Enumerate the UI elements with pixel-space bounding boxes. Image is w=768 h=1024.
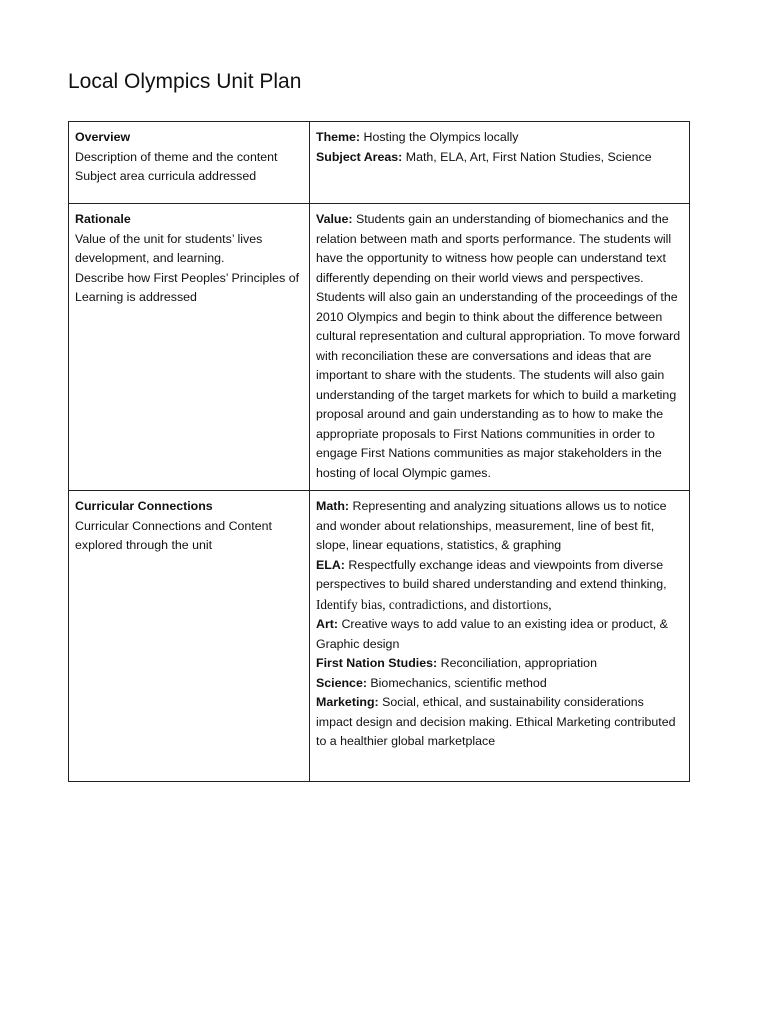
rationale-line-2: Describe how First Peoples’ Principles of Learning is addressed bbox=[75, 270, 300, 304]
curricular-line-1: Curricular Connections and Content explored through the unit bbox=[75, 518, 272, 552]
rationale-line-1: Value of the unit for students’ lives development, and learning. bbox=[75, 231, 263, 265]
table-row-curricular-connections bbox=[69, 491, 690, 782]
table-row-rationale bbox=[69, 204, 690, 491]
math-entry bbox=[316, 497, 683, 556]
unit-plan-table bbox=[68, 121, 690, 782]
art-entry bbox=[316, 615, 683, 654]
math-label: Math: bbox=[316, 499, 350, 513]
rationale-heading: Rationale bbox=[75, 212, 131, 226]
science-entry bbox=[316, 674, 683, 694]
overview-heading: Overview bbox=[75, 130, 131, 144]
math-value: Representing and analyzing situations allows us to notice and wonder about relationships, measurement, line of best fit, slope, linear equations, statistics, & graphing bbox=[316, 499, 667, 552]
curricular-description-cell bbox=[69, 491, 310, 782]
theme-label: Theme: bbox=[316, 130, 361, 144]
overview-line-1: Description of theme and the content bbox=[75, 149, 278, 164]
ela-entry bbox=[316, 556, 683, 616]
overview-description-cell bbox=[69, 122, 310, 204]
first-nation-studies-value: Reconciliation, appropriation bbox=[437, 656, 597, 670]
art-label: Art: bbox=[316, 617, 339, 631]
marketing-value: Social, ethical, and sustainability considerations impact design and decision making. Ethical Marketing contributed to a healthier global marketplace bbox=[316, 695, 676, 748]
subject-areas-value: Math, ELA, Art, First Nation Studies, Science bbox=[402, 149, 652, 164]
overview-content-cell bbox=[310, 122, 690, 204]
subject-areas-label: Subject Areas: bbox=[316, 149, 403, 164]
curricular-content-cell bbox=[310, 491, 690, 782]
first-nation-studies-entry bbox=[316, 654, 683, 674]
first-nation-studies-label: First Nation Studies: bbox=[316, 656, 438, 670]
ela-value: Respectfully exchange ideas and viewpoints from diverse perspectives to build shared understanding and extend thinking, bbox=[316, 557, 667, 591]
marketing-label: Marketing: bbox=[316, 695, 379, 709]
value-text: Students gain an understanding of biomechanics and the relation between math and sports performance. The students will have the opportunity to witness how people can understand text differently depending on their world views and perspectives. Students will also gain an understanding of the proceedings of the 2010 Olympics and begin to think about the difference between cultural representation and cultural appropriation. To move forward with reconciliation these are conversations and ideas that are important to share with the students. The students will also gain understanding of the target markets for which to build a marketing proposal around and gain understanding as to how to make the appropriate proposals to First Nations communities in order to engage First Nations communities as major stakeholders in the hosting of local Olympic games. bbox=[316, 212, 681, 480]
science-value: Biomechanics, scientific method bbox=[366, 675, 547, 690]
value-label: Value: bbox=[316, 212, 353, 226]
subject-areas-entry bbox=[316, 148, 683, 168]
value-entry bbox=[316, 210, 683, 483]
rationale-description-cell bbox=[69, 204, 310, 491]
theme-value: Hosting the Olympics locally bbox=[360, 130, 519, 144]
overview-line-2: Subject area curricula addressed bbox=[75, 169, 257, 183]
table-row-overview bbox=[69, 122, 690, 204]
science-label: Science: bbox=[316, 675, 367, 690]
marketing-entry bbox=[316, 693, 683, 752]
theme-entry bbox=[316, 128, 683, 148]
ela-value-serif: Identify bias, contradictions, and distortions, bbox=[316, 596, 552, 612]
ela-label: ELA: bbox=[316, 557, 345, 572]
art-value: Creative ways to add value to an existing idea or product, & Graphic design bbox=[316, 617, 668, 651]
document-title: Local Olympics Unit Plan bbox=[68, 70, 302, 93]
curricular-heading: Curricular Connections bbox=[75, 499, 213, 513]
rationale-content-cell bbox=[310, 204, 690, 491]
